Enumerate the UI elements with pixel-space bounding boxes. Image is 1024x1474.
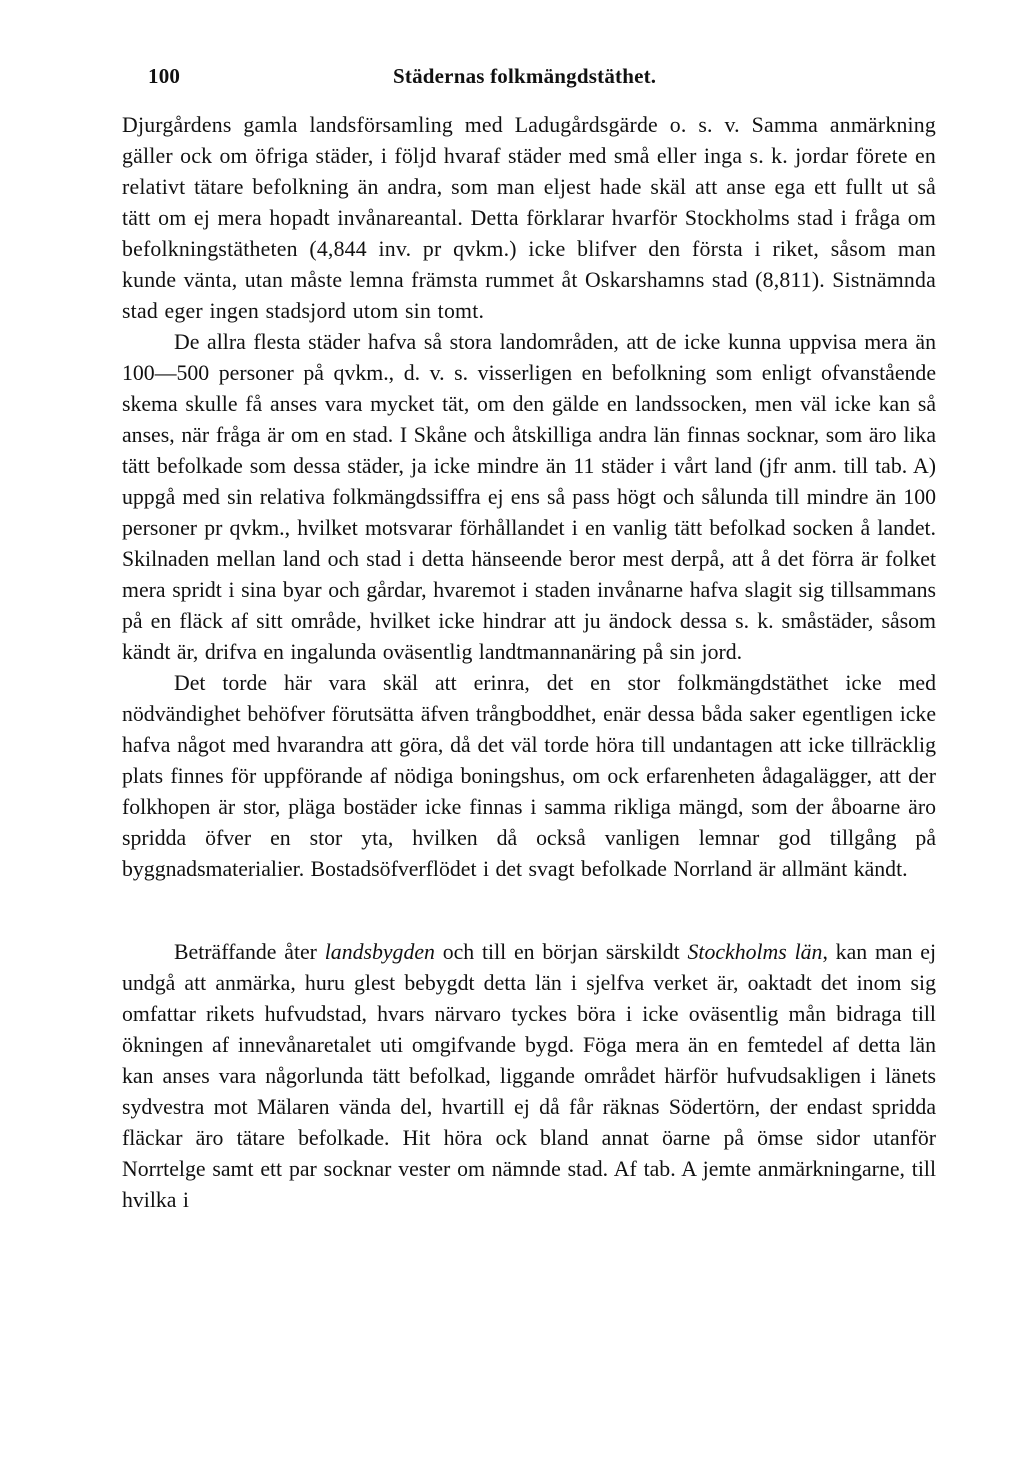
paragraph-4 bbox=[122, 937, 936, 1216]
paragraph-4-part-3: , kan man ej undgå att anmärka, huru glest bebygdt detta län i sjelfva verket är, oaktadt det inom sig omfattar rikets hufvudstad, hvars närvaro tyckes böra i icke oväsentlig mån bidraga till ökningen af innevånaretalet uti omgifvande bygd. Föga mera än en femtedel af detta län kan anses vara någorlunda tätt befolkad, liggande området härför hufvudsakligen i länets sydvestra mot Mälaren vända del, hvartill ej då får räknas Södertörn, der endast spridda fläckar äro tätare befolkade. Hit höra ock bland annat öarne på ömse sidor utanför Norrtelge samt ett par socknar vester om nämnde stad. Af tab. A jemte anmärkningarne, till hvilka i bbox=[122, 940, 936, 1212]
paragraph-4-part-1: Beträffande åter bbox=[174, 940, 325, 964]
page-number: 100 bbox=[148, 64, 181, 88]
paragraph-1: Djurgårdens gamla landsförsamling med Ladugårdsgärde o. s. v. Samma anmärkning gäller ock om öfriga städer, i följd hvaraf städer med små eller inga s. k. jordar förete en relativt tätare befolkning än andra, som man eljest hade skäl att anse ega ett fullt ut så tätt om ej mera hopadt invånareantal. Detta förklarar hvarför Stockholms stad i fråga om befolkningstätheten (4,844 inv. pr qvkm.) icke blifver den första i riket, såsom man kunde vänta, utan måste lemna främsta rummet åt Oskarshamns stad (8,811). Sistnämnda stad eger ingen stadsjord utom sin tomt. bbox=[122, 113, 936, 323]
italic-stockholms-lan: Stockholms län bbox=[687, 940, 823, 964]
body-text bbox=[122, 110, 936, 1216]
italic-landsbygden: landsbygden bbox=[324, 940, 435, 964]
paragraph-4-part-2: och till en början särskildt bbox=[434, 940, 688, 964]
page-header bbox=[148, 64, 938, 94]
paragraph-3: Det torde här vara skäl att erinra, det en stor folkmängdstäthet icke med nödvändighet behöfver förutsätta äfven trångboddhet, enär dessa båda saker egentligen icke hafva något med hvarandra att göra, då det väl torde höra till undantagen att icke tillräcklig plats finnes för uppförande af nödiga boningshus, om ock erfarenheten ådagalägger, att der folkhopen är stor, pläga bostäder icke finnas i samma rikliga mängd, som der åboarne äro spridda öfver en stor yta, hvilken då också vanligen lemnar god tillgång på byggnadsmaterialier. Bostadsöfverflödet i det svagt befolkade Norrland är allmänt kändt. bbox=[122, 671, 936, 881]
running-title: Städernas folkmängdstäthet. bbox=[393, 64, 657, 88]
paragraph-2: De allra flesta städer hafva så stora landområden, att de icke kunna uppvisa mera än 100—500 personer på qvkm., d. v. s. visserligen en befolkning som enligt ofvanstående skema skulle få anses vara mycket tät, om den gälde en landssocken, men väl icke kan så anses, när fråga är om en stad. I Skåne och åtskilliga andra län finnas socknar, som äro lika tätt befolkade som dessa städer, ja icke mindre än 11 städer i vårt land (jfr anm. till tab. A) uppgå med sin relativa folkmängdssiffra ej ens så pass högt och sålunda till mindre än 100 personer pr qvkm., hvilket motsvarar förhållandet i en vanlig tätt befolkad socken å landet. Skilnaden mellan land och stad i detta hänseende beror mest derpå, att å det förra är folket mera spridt i sina byar och gårdar, hvaremot i staden invånarne hafva slagit sig tillsammans på en fläck af sitt område, hvilket icke hindrar att ju ändock dessa s. k. småstäder, såsom kändt är, drifva en ingalunda oväsentlig landtmannanäring på sin jord. bbox=[122, 330, 936, 664]
